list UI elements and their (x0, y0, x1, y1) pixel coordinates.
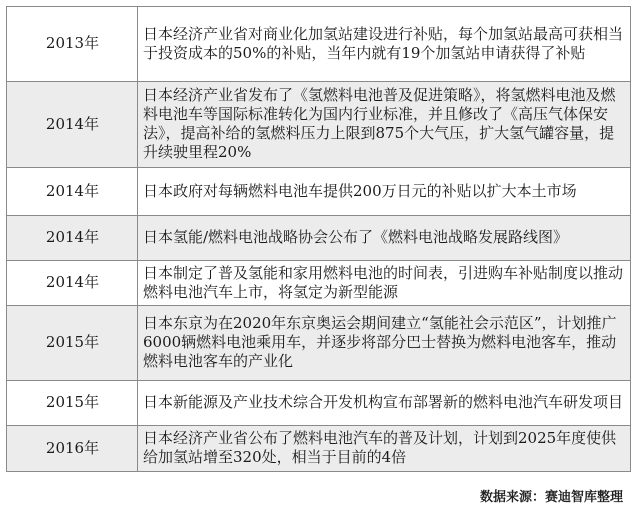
year-cell: 2016年 (7, 426, 138, 472)
data-source-note: 数据来源：赛迪智库整理 (479, 490, 623, 505)
table-row (7, 82, 631, 168)
event-cell: 日本氢能/燃料电池战略协会公布了《燃料电池战略发展路线图》 (138, 216, 631, 261)
year-cell: 2013年 (7, 7, 138, 82)
event-cell: 日本制定了普及氢能和家用燃料电池的时间表，引进购车补贴制度以推动燃料电池汽车上市，将氢定为新型能源 (138, 261, 631, 306)
event-cell: 日本政府对每辆燃料电池车提供200万日元的补贴以扩大本土市场 (138, 168, 631, 216)
event-cell: 日本经济产业省发布了《氢燃料电池普及促进策略》，将氢燃料电池及燃料电池车等国际标准转化为国内行业标准，并且修改了《高压气体保安法》，提高补给的氢燃料压力上限到875个大气压，扩大氢气罐容量，提升续驶里程20% (138, 82, 631, 168)
table-row (7, 168, 631, 216)
policy-timeline-table (6, 6, 631, 472)
table-row (7, 306, 631, 381)
event-cell: 日本经济产业省公布了燃料电池汽车的普及计划，计划到2025年度使供给加氢站增至320处，相当于目前的4倍 (138, 426, 631, 472)
table-row (7, 216, 631, 261)
year-cell: 2015年 (7, 381, 138, 426)
event-cell: 日本新能源及产业技术综合开发机构宣布部署新的燃料电池汽车研发项目 (138, 381, 631, 426)
table-row (7, 7, 631, 82)
year-cell: 2014年 (7, 82, 138, 168)
event-cell: 日本经济产业省对商业化加氢站建设进行补贴，每个加氢站最高可获相当于投资成本的50%的补贴，当年内就有19个加氢站申请获得了补贴 (138, 7, 631, 82)
year-cell: 2014年 (7, 261, 138, 306)
year-cell: 2014年 (7, 216, 138, 261)
event-cell: 日本东京为在2020年东京奥运会期间建立“氢能社会示范区”，计划推广6000辆燃料电池乘用车，并逐步将部分巴士替换为燃料电池客车，推动燃料电池客车的产业化 (138, 306, 631, 381)
table-row (7, 426, 631, 472)
table-row (7, 381, 631, 426)
year-cell: 2014年 (7, 168, 138, 216)
table-row (7, 261, 631, 306)
year-cell: 2015年 (7, 306, 138, 381)
